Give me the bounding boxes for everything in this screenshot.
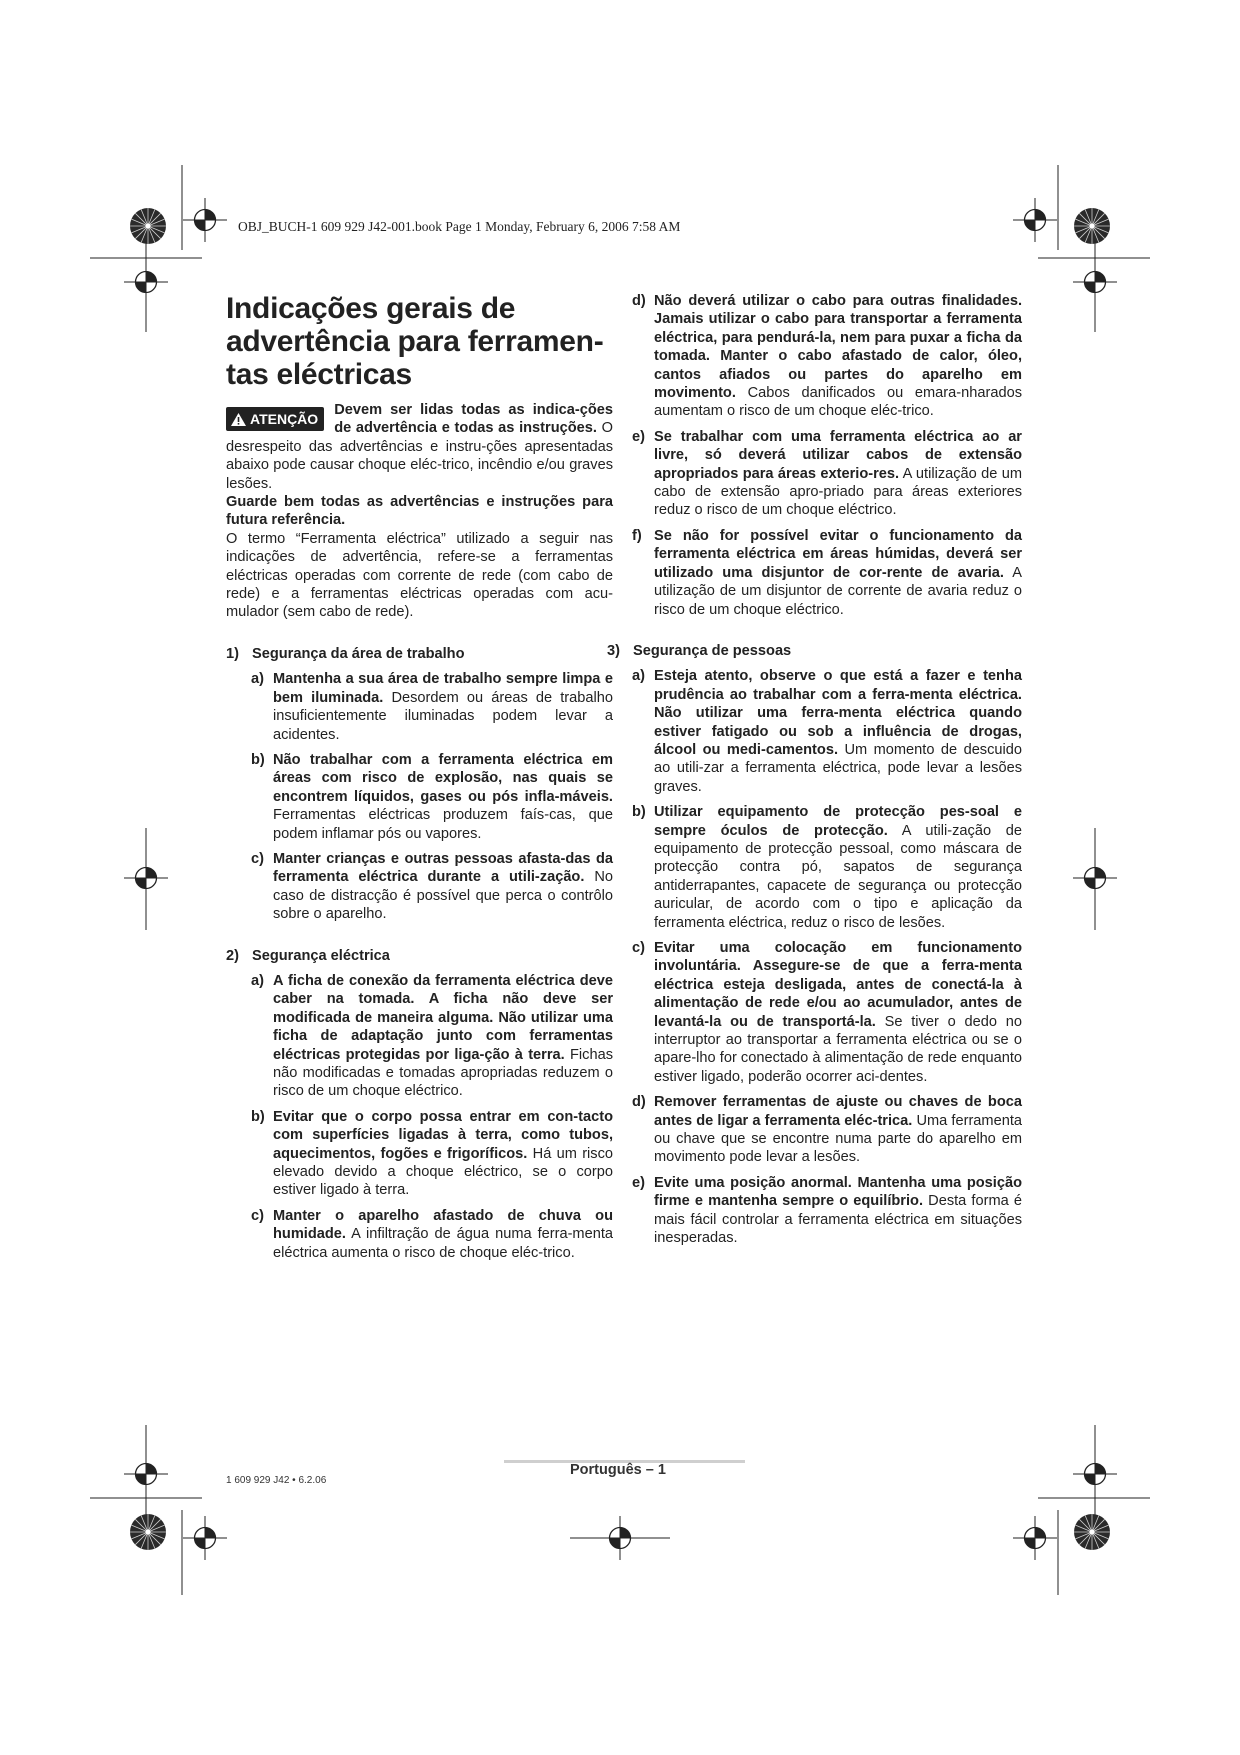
starburst-mark-bottom-right — [1074, 1514, 1110, 1550]
section-number: 1) — [226, 645, 239, 662]
page-title: Indicações gerais de advertência para ferramen-tas eléctricas — [226, 292, 604, 391]
list-item-3e: e) Evite uma posição anormal. Mantenha uma posição firme e mantenha sempre o equilíbrio. Desta forma é mais fácil controlar a ferramenta eléctrica em situações inesperadas. — [632, 1174, 1022, 1247]
list-item-3a: a) Esteja atento, observe o que está a fazer e tenha prudência ao trabalhar com a ferra-menta eléctrica. Não utilizar uma ferra-menta eléctrica quando estiver fatigado ou sob a influência de drogas, álcool ou medi-camentos. Um momento de descuido ao utili-zar a ferramenta eléctrica, pode levar a lesões graves. — [632, 668, 1022, 795]
right-column — [607, 292, 1023, 1248]
list-item-1a: a) Mantenha a sua área de trabalho sempre limpa e bem iluminada. Desordem ou áreas de trabalho insuficientemente iluminadas podem levar a acidentes. — [251, 671, 613, 743]
list-item-1c: c) Manter crianças e outras pessoas afasta-das da ferramenta eléctrica durante a utili-zação. No caso de distracção é possível que perca o contrôlo sobre o aparelho. — [251, 850, 613, 923]
list-item-3d: d) Remover ferramentas de ajuste ou chaves de boca antes de ligar a ferramenta eléc-trica. Uma ferramenta ou chave que se encontre numa parte do aparelho em movimento pode levar a lesões. — [632, 1094, 1022, 1166]
registration-mark-top-left — [183, 198, 227, 242]
list-item-3b: b) Utilizar equipamento de protecção pes-soal e sempre óculos de protecção. A utili-zação de equipamento de protecção pessoal, como máscara de protecção contra pó, sapatos de segurança antiderrapantes, capacete de segurança ou protecção auricular, de acordo com o tipo e aplicação da ferramenta eléctrica, reduz o risco de lesões. — [632, 804, 1022, 931]
section-title: Segurança eléctrica — [252, 947, 390, 964]
section-number: 3) — [607, 642, 620, 659]
left-column — [226, 292, 613, 1262]
keep-note: Guarde bem todas as advertências e instruções para futura referência. — [226, 494, 613, 529]
warning-badge — [226, 407, 324, 431]
footer-page-number: Português – 1 — [570, 1462, 666, 1478]
list-item-2b: b) Evitar que o corpo possa entrar em con-tacto com superfícies ligadas à terra, como tubos, aquecimentos, fogões e frigoríficos. Há um risco elevado devido a choque eléctrico, se o corpo estiver ligado à terra. — [251, 1108, 614, 1199]
warning-triangle-icon — [230, 412, 247, 427]
warning-text: O desrespeito das advertências e instru-ções apresentadas abaixo pode causar choque eléc-trico, incêndio e/ou graves lesões. — [226, 420, 613, 492]
section-heading-2 — [226, 947, 613, 965]
list-item-2f: f) Se não for possível evitar o funcionamento da ferramenta eléctrica em áreas húmidas, deverá ser utilizado uma disjuntor de cor-rente de avaria. A utilização de um disjuntor de corrente de avaria reduz o risco de um choque eléctrico. — [632, 527, 1023, 618]
warning-badge-label: ATENÇÃO — [250, 411, 319, 427]
term-note: O termo “Ferramenta eléctrica” utilizado a seguir nas indicações de advertência, refere-se a ferramentas eléctricas operadas com corrente de rede (com cabo de rede) e a ferramentas eléctricas operadas com acu-mulador (sem cabo de rede). — [226, 530, 613, 621]
footer-document-code: 1 609 929 J42 • 6.2.06 — [226, 1475, 327, 1486]
list-item-2c: c) Manter o aparelho afastado de chuva ou humidade. A infiltração de água numa ferra-menta eléctrica aumenta o risco de choque eléc-trico. — [251, 1207, 613, 1261]
list-item-2e: e) Se trabalhar com uma ferramenta eléctrica ao ar livre, só deverá utilizar cabos de extensão apropriados para áreas exterio-res. A utilização de um cabo de extensão apro-priado para áreas exteriores reduz o risco de um choque eléctrico. — [632, 428, 1022, 519]
starburst-mark-bottom-left — [130, 1514, 166, 1550]
registration-mark-top-right — [1013, 198, 1057, 242]
section-heading-3 — [607, 642, 1022, 660]
warning-bold: Devem ser lidas todas as indica-ções de advertência e todas as instruções. — [334, 402, 613, 437]
list-item-1b: b) Não trabalhar com a ferramenta eléctrica em áreas com risco de explosão, nas quais se encontrem líquidos, gases ou pós infla-máveis. Ferramentas eléctricas produzem faís-cas, que podem inflamar pós ou vapores. — [251, 751, 613, 842]
list-item-3c: c) Evitar uma colocação em funcionamento involuntária. Assegure-se de que a ferra-menta eléctrica esteja desligada, antes de conectá-la à alimentação de rede e/ou ao acumulador, antes de levantá-la ou de transportá-la. Se tiver o dedo no interruptor ao transportar a ferramenta eléctrica ou se o apare-lho for conectado à alimentação de rede enquanto estiver ligado, poderão ocorrer aci-dentes. — [632, 940, 1022, 1085]
list-item-2d: d) Não deverá utilizar o cabo para outras finalidades. Jamais utilizar o cabo para transportar a ferramenta eléctrica, para pendurá-la, nem para puxar a ficha da tomada. Manter o cabo afastado de calor, óleo, cantos afiados ou partes do aparelho em movimento. Cabos danificados ou emara-nharados aumentam o risco de um choque eléc-trico. — [632, 293, 1022, 420]
section-title: Segurança da área de trabalho — [252, 645, 465, 662]
section-heading-1 — [226, 645, 613, 663]
section-title: Segurança de pessoas — [633, 642, 792, 659]
starburst-mark-top-left — [130, 208, 166, 244]
print-header: OBJ_BUCH-1 609 929 J42-001.book Page 1 Monday, February 6, 2006 7:58 AM — [238, 219, 681, 234]
registration-mark-bottom-left — [183, 1516, 227, 1560]
registration-mark-bottom-right — [1013, 1516, 1057, 1560]
warning-block — [226, 401, 613, 493]
list-item-2a: a) A ficha de conexão da ferramenta eléctrica deve caber na tomada. A ficha não deve ser modificada de maneira alguma. Não utilizar uma ficha de adaptação junto com ferramentas eléctricas protegidas por liga-ção à terra. Fichas não modificadas e tomadas apropriadas reduzem o risco de um choque eléctrico. — [251, 972, 613, 1100]
starburst-mark-top-right — [1074, 208, 1110, 244]
section-number: 2) — [226, 947, 239, 964]
